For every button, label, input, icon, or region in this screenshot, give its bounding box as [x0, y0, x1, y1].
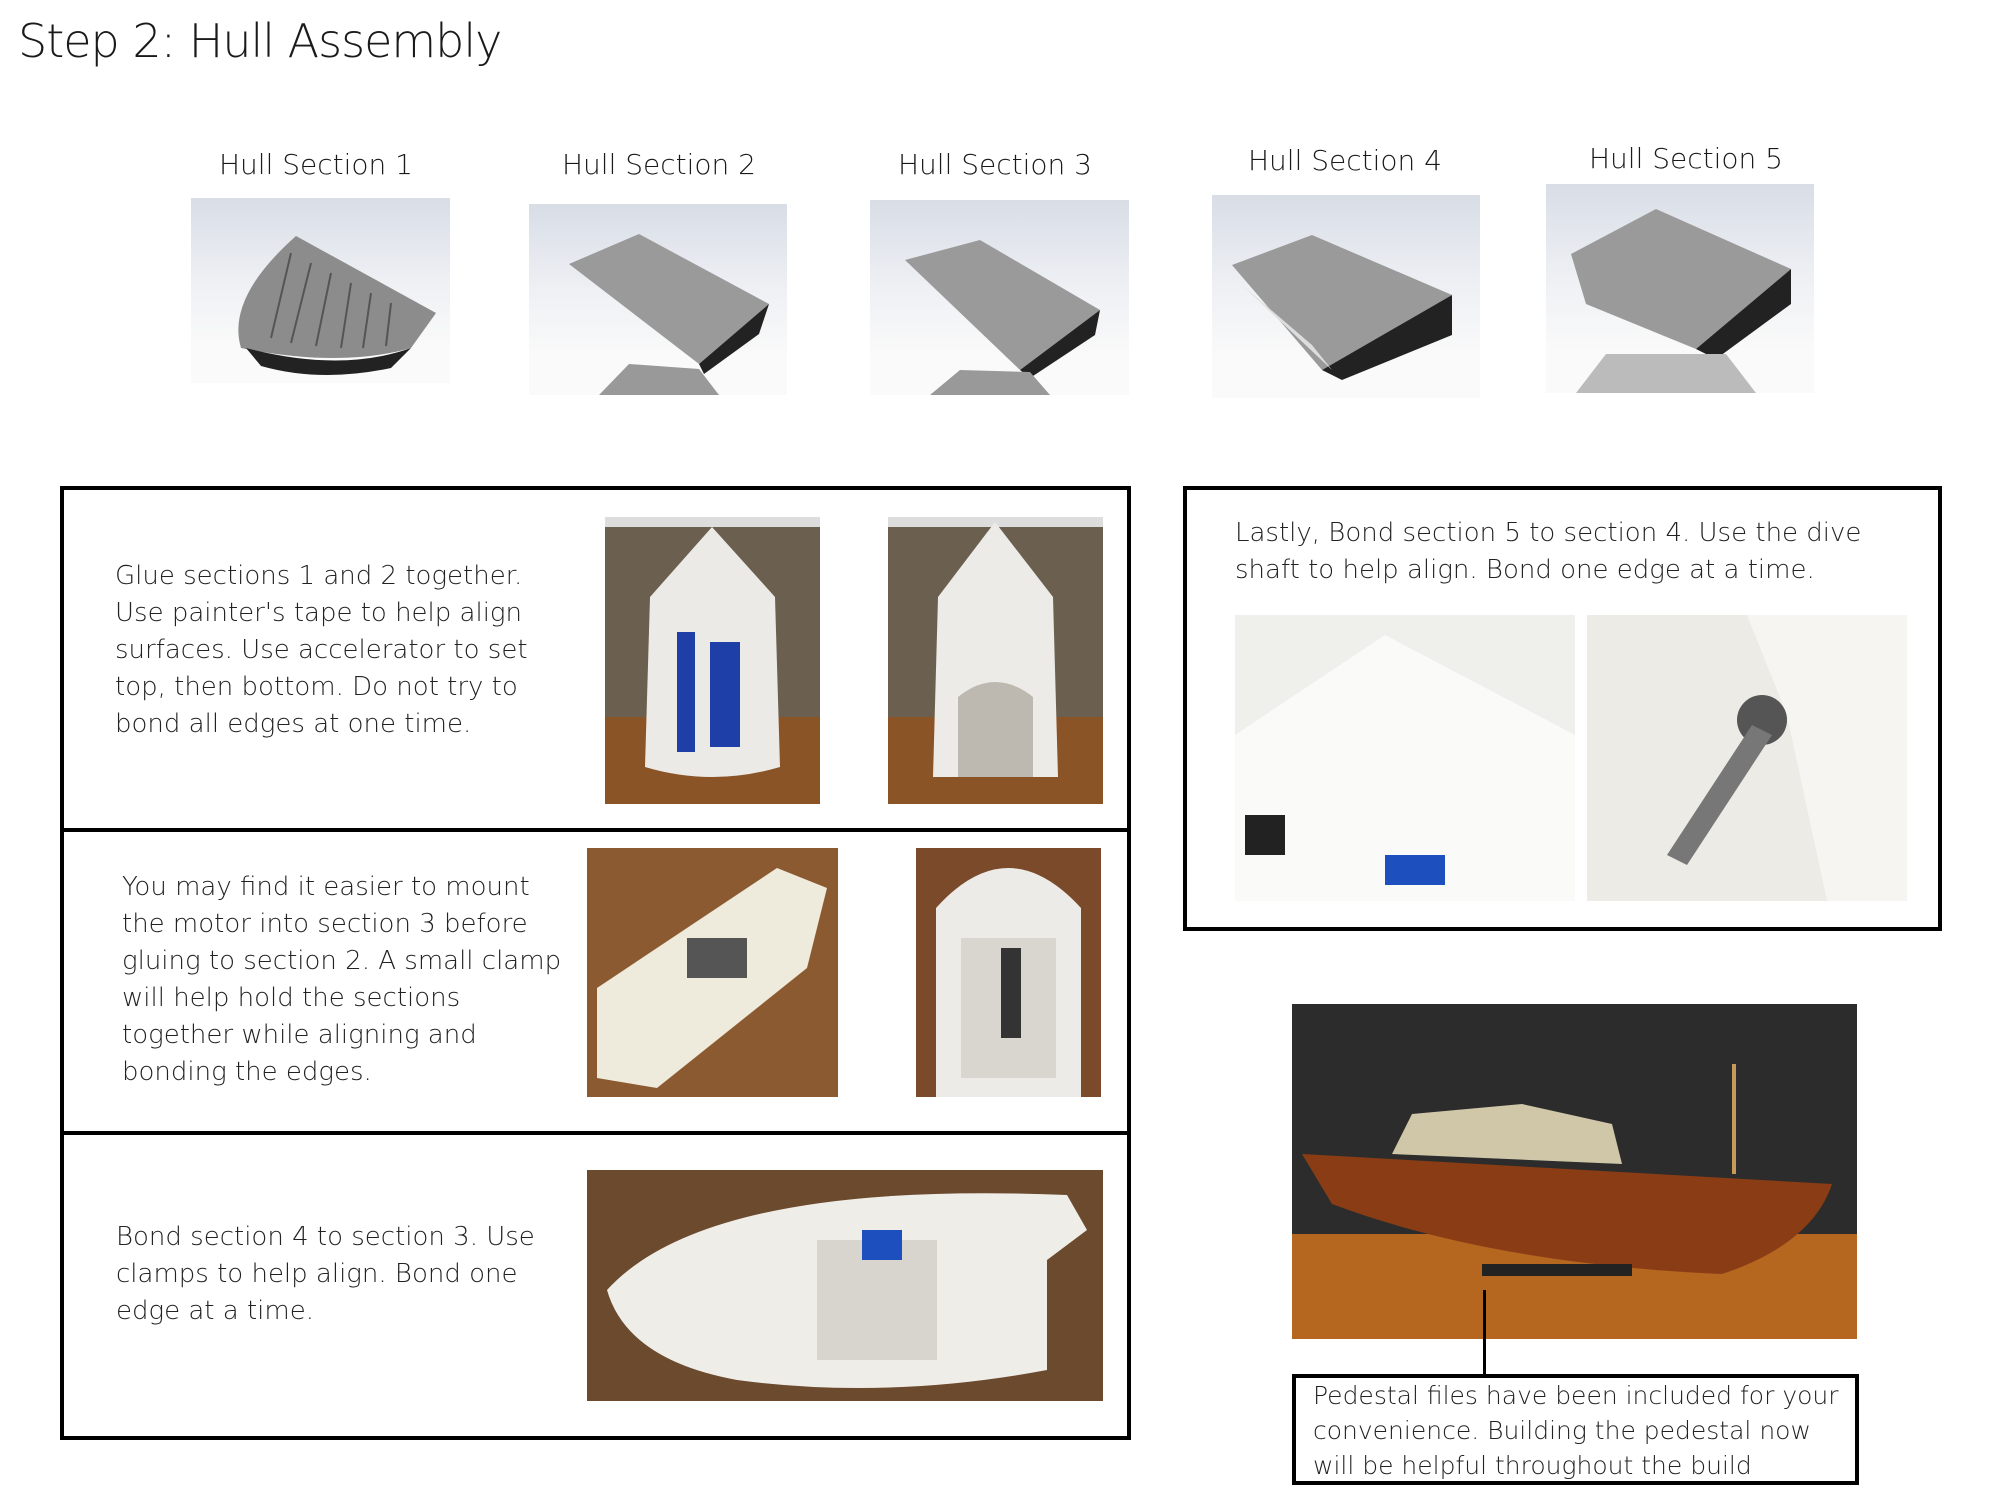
step-divider	[64, 1131, 1127, 1135]
pedestal-callout-line	[1483, 1290, 1486, 1376]
step-2-text: You may find it easier to mount the motor into section 3 before gluing to section 2. A small clamp will help hold the sections together while aligning and bonding the edges.	[122, 872, 562, 1087]
final-step-photo-section-5	[1235, 615, 1575, 901]
hull-section-3-label: Hull Section 3	[897, 148, 1093, 181]
hull-section-2-label: Hull Section 2	[561, 148, 757, 181]
step-1-photo-taped-hull	[605, 517, 820, 804]
step-2-photo-motor-installed	[916, 848, 1101, 1097]
hull-section-1-render	[191, 198, 450, 383]
hull-section-4-label: Hull Section 4	[1247, 144, 1443, 177]
pedestal-note-text: Pedestal files have been included for your convenience. Building the pedestal now will be helpful throughout the build	[1313, 1381, 1839, 1480]
page-title: Step 2: Hull Assembly	[18, 14, 502, 68]
step-divider	[64, 828, 1127, 832]
final-step-photo-dive-shaft	[1587, 615, 1907, 901]
hull-section-5-label: Hull Section 5	[1588, 142, 1784, 175]
final-step-text: Lastly, Bond section 5 to section 4. Use the dive shaft to help align. Bond one edge at a time.	[1235, 518, 1862, 585]
step-1-text: Glue sections 1 and 2 together. Use painter's tape to help align surfaces. Use accelerator to set top, then bottom. Do not try to bond all edges at one time.	[115, 561, 528, 739]
finished-boat-on-pedestal-photo	[1292, 1004, 1857, 1339]
hull-section-5-render	[1546, 184, 1814, 393]
step-1-photo-hull-top	[888, 517, 1103, 804]
hull-section-1-label: Hull Section 1	[218, 148, 414, 181]
step-3-text: Bond section 4 to section 3. Use clamps to help align. Bond one edge at a time.	[116, 1222, 535, 1326]
hull-section-4-render	[1212, 195, 1480, 398]
hull-section-3-render	[870, 200, 1129, 395]
step-2-photo-motor-mount	[587, 848, 838, 1097]
step-3-photo-sections-bonded	[587, 1170, 1103, 1401]
hull-section-2-render	[529, 204, 787, 395]
